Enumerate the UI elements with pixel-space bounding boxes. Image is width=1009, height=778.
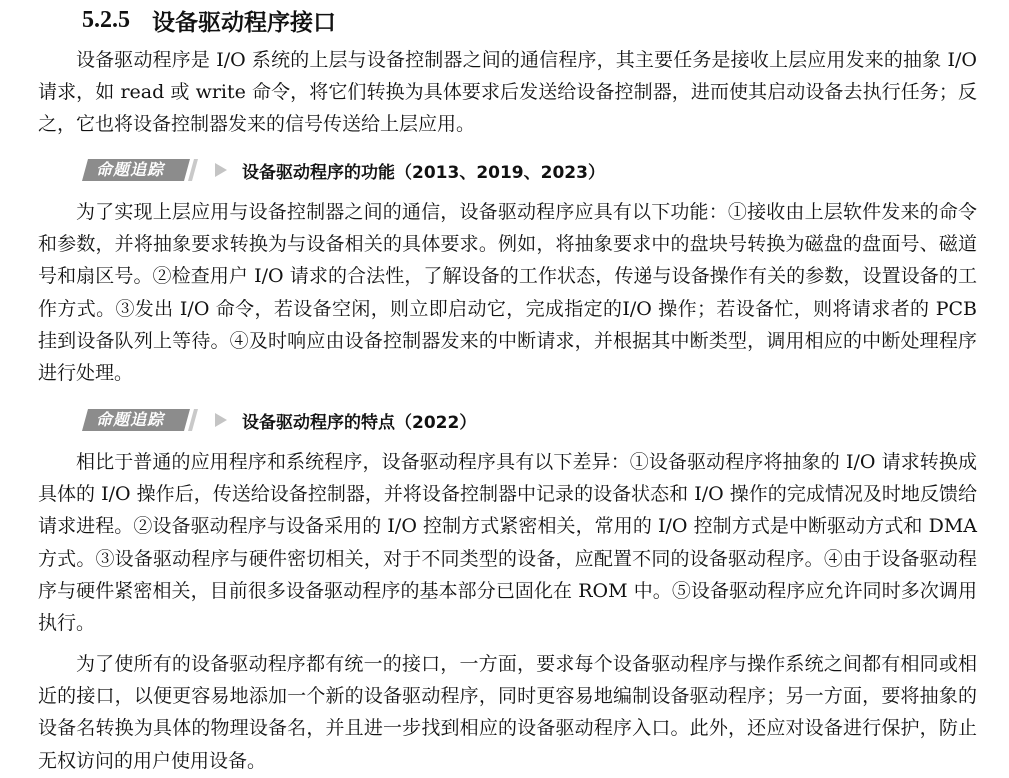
topic-tracking-row-features	[82, 406, 476, 434]
section-title: 设备驱动程序接口	[152, 9, 336, 36]
badge-label: 命题追踪	[96, 410, 165, 429]
paragraph-functions: 为了实现上层应用与设备控制器之间的通信，设备驱动程序应具有以下功能：①接收由上层软件发来的命令和参数，并将抽象要求转换为与设备相关的具体要求。例如，将抽象要求中的盘块号转换为磁盘的盘面号、磁道号和扇区号。②检查用户 I/O 请求的合法性，了解设备的工作状态，传递与设备操作有关的参数，设置设备的工作方式。③发出 I/O 命令，若设备空闲，则立即启动它，完成指定的I/O 操作；若设备忙，则将请求者的 PCB 挂到设备队列上等待。④及时响应由设备控制器发来的中断请求，并根据其中断类型，调用相应的中断处理程序进行处理。	[38, 201, 977, 385]
topic-title-functions: 设备驱动程序的功能（2013、2019、2023）	[242, 162, 605, 183]
topic-tracking-row-functions	[82, 156, 605, 184]
paragraph-interface: 为了使所有的设备驱动程序都有统一的接口，一方面，要求每个设备驱动程序与操作系统之间都有相同或相近的接口，以便更容易地添加一个新的设备驱动程序，同时更容易地编制设备驱动程序；另一方面，要将抽象的设备名转换为具体的物理设备名，并且进一步找到相应的设备驱动程序入口。此外，还应对设备进行保护，防止无权访问的用户使用设备。	[38, 653, 977, 772]
topic-tracking-badge	[82, 408, 202, 432]
topic-title-features: 设备驱动程序的特点（2022）	[242, 412, 477, 433]
paragraph-features: 相比于普通的应用程序和系统程序，设备驱动程序具有以下差异：①设备驱动程序将抽象的 I/O 请求转换成具体的 I/O 操作后，传送给设备控制器，并将设备控制器中记录的设备状态和 I/O 操作的完成情况及时地反馈给请求进程。②设备驱动程序与设备采用的 I/O 控制方式紧密相关，常用的 I/O 控制方式是中断驱动方式和 DMA 方式。③设备驱动程序与硬件密切相关，对于不同类型的设备，应配置不同的设备驱动程序。④由于设备驱动程序与硬件紧密相关，目前很多设备驱动程序的基本部分已固化在 ROM 中。⑤设备驱动程序应允许同时多次调用执行。	[38, 451, 977, 635]
paragraph-intro: 设备驱动程序是 I/O 系统的上层与设备控制器之间的通信程序，其主要任务是接收上层应用发来的抽象 I/O 请求，如 read 或 write 命令，将它们转换为具体要求后发送给设备控制器，进而使其启动设备去执行任务；反之，它也将设备控制器发来的信号传送给上层应用。	[38, 49, 977, 136]
section-number: 5.2.5	[82, 6, 130, 33]
section-heading	[82, 2, 336, 38]
triangle-arrow-icon	[214, 162, 228, 178]
topic-tracking-badge	[82, 158, 202, 182]
triangle-arrow-icon	[214, 412, 228, 428]
badge-label: 命题追踪	[96, 160, 165, 179]
